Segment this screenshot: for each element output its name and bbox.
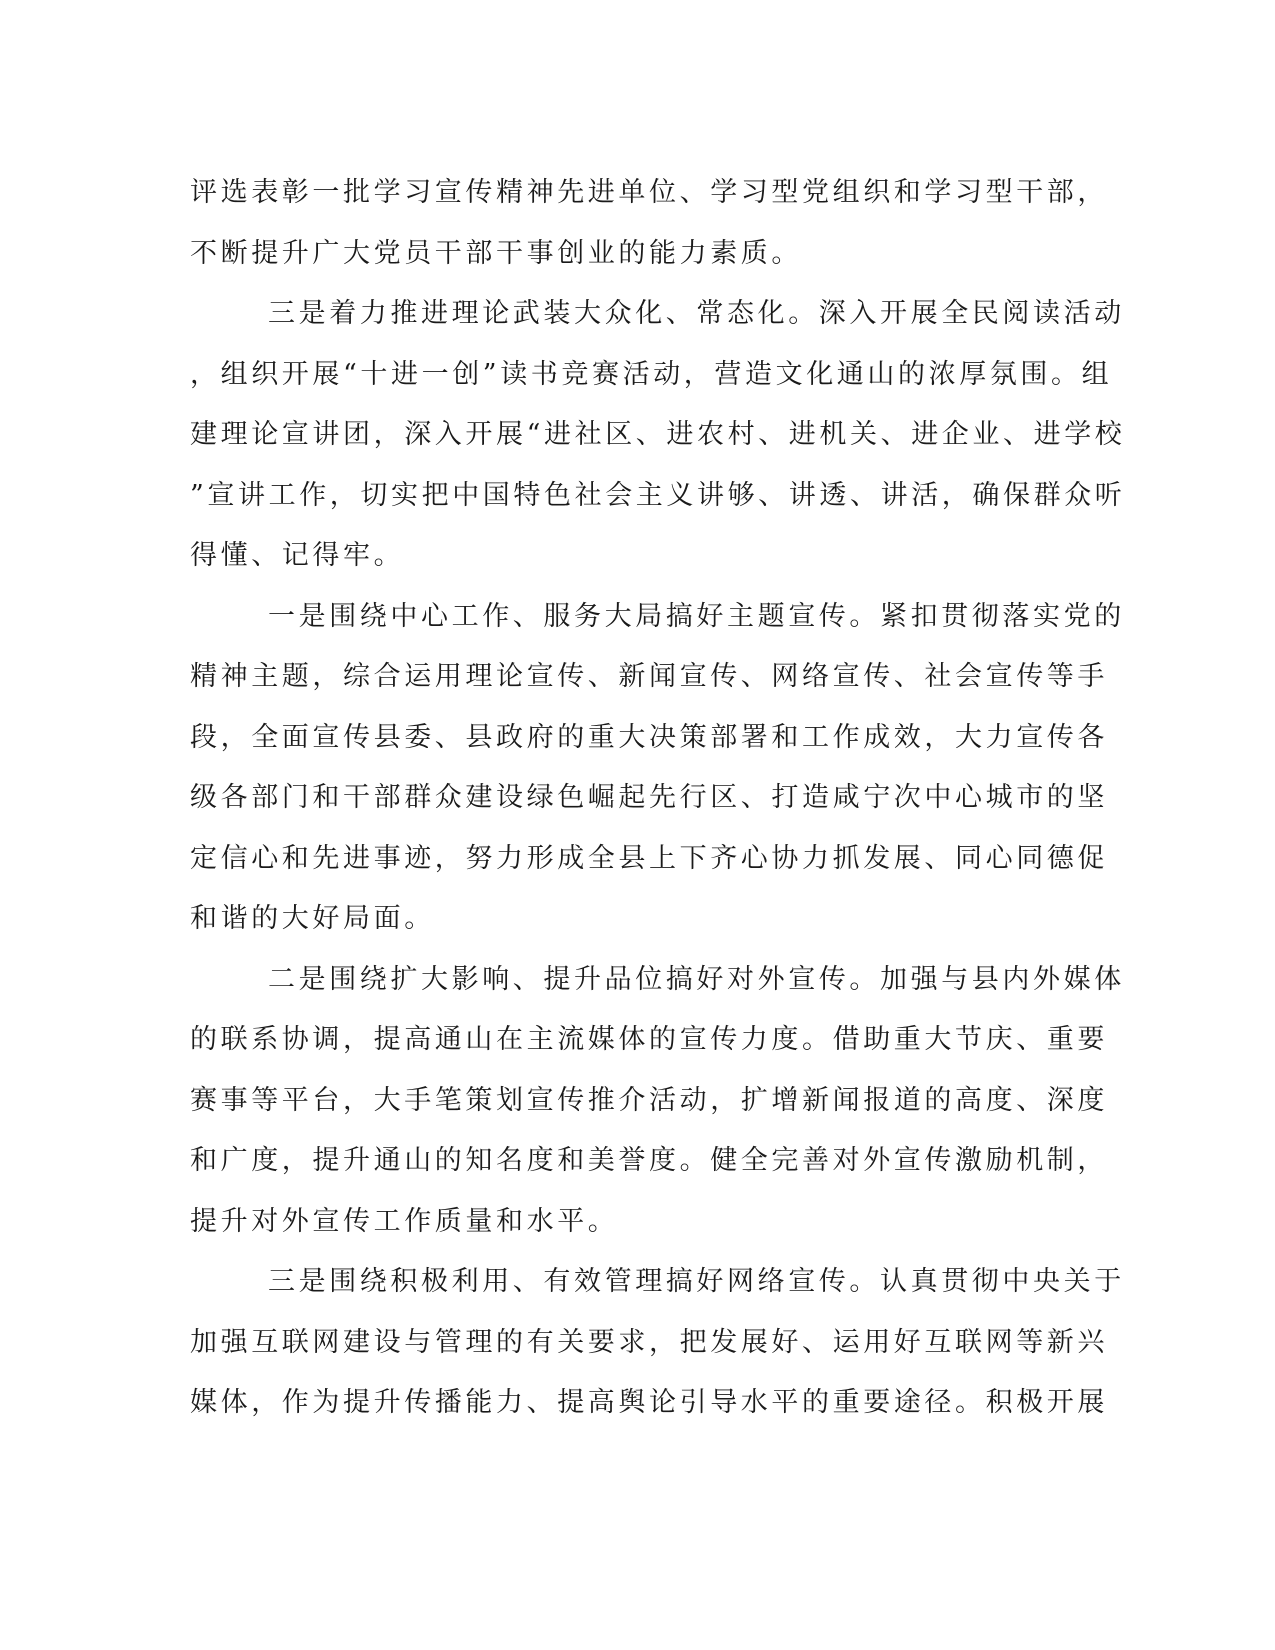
text-line: 赛事等平台，大手笔策划宣传推介活动，扩增新闻报道的高度、深度	[190, 1084, 1108, 1116]
text-line: 和广度，提升通山的知名度和美誉度。健全完善对外宣传激励机制，	[190, 1145, 1108, 1176]
paragraph-start-line: 三是着力推进理论武装大众化、常态化。深入开展全民阅读活动	[268, 298, 1125, 329]
text-line: 级各部门和干部群众建设绿色崛起先行区、打造咸宁次中心城市的坚	[190, 782, 1108, 813]
text-line: ，组织开展“十进一创”读书竞赛活动，营造文化通山的浓厚氛围。组	[190, 358, 1113, 390]
paragraph-start-line: 三是围绕积极利用、有效管理搞好网络宣传。认真贯彻中央关于	[268, 1266, 1125, 1297]
text-line: 定信心和先进事迹，努力形成全县上下齐心协力抓发展、同心同德促	[190, 842, 1108, 874]
text-line: 建理论宣讲团，深入开展“进社区、进农村、进机关、进企业、进学校	[190, 419, 1126, 450]
text-line: ”宣讲工作，切实把中国特色社会主义讲够、讲透、讲活，确保群众听	[190, 479, 1126, 511]
document-body	[190, 163, 1126, 1434]
text-line: 媒体，作为提升传播能力、提高舆论引导水平的重要途径。积极开展	[190, 1387, 1108, 1418]
text-line: 加强互联网建设与管理的有关要求，把发展好、运用好互联网等新兴	[190, 1326, 1108, 1358]
paragraph-start-line: 一是围绕中心工作、服务大局搞好主题宣传。紧扣贯彻落实党的	[268, 600, 1125, 632]
text-line: 精神主题，综合运用理论宣传、新闻宣传、网络宣传、社会宣传等手	[190, 661, 1108, 692]
text-line: 段，全面宣传县委、县政府的重大决策部署和工作成效，大力宣传各	[190, 721, 1108, 753]
text-line: 评选表彰一批学习宣传精神先进单位、学习型党组织和学习型干部，	[190, 177, 1108, 208]
paragraph-start-line: 二是围绕扩大影响、提升品位搞好对外宣传。加强与县内外媒体	[268, 963, 1125, 995]
text-line: 的联系协调，提高通山在主流媒体的宣传力度。借助重大节庆、重要	[190, 1024, 1108, 1055]
text-line: 得懂、记得牢。	[190, 540, 405, 571]
text-line: 不断提升广大党员干部干事创业的能力素质。	[190, 237, 802, 269]
text-line: 提升对外宣传工作质量和水平。	[190, 1205, 619, 1237]
text-line: 和谐的大好局面。	[190, 903, 435, 934]
